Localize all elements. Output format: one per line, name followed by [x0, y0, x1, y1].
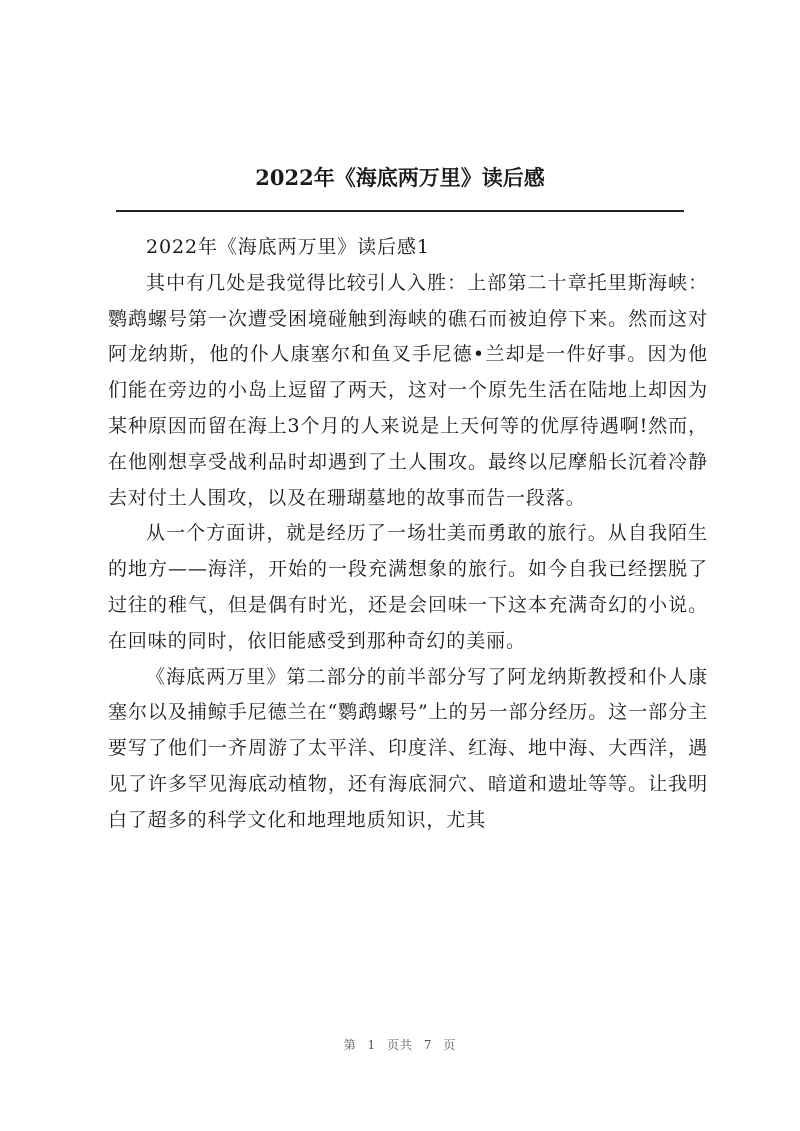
page-title: 2022年《海底两万里》读后感: [255, 165, 545, 190]
document-body: [108, 230, 708, 839]
paragraph-2: 从一个方面讲，就是经历了一场壮美而勇敢的旅行。从自我陌生的地方——海洋，开始的一段充满想象的旅行。如今自我已经摆脱了过往的稚气，但是偶有时光，还是会回味一下这本充满奇幻的小说。在回味的同时，依旧能感受到那种奇幻的美丽。: [108, 522, 708, 652]
section-heading: 2022年《海底两万里》读后感1: [146, 236, 430, 258]
title-divider: [116, 210, 684, 212]
paragraph-3: 《海底两万里》第二部分的前半部分写了阿龙纳斯教授和仆人康塞尔以及捕鲸手尼德兰在“鹦鹉螺号”上的另一部分经历。这一部分主要写了他们一齐周游了太平洋、印度洋、红海、地中海、大西洋，遇见了许多罕见海底动植物，还有海底洞穴、暗道和遗址等等。让我明白了超多的科学文化和地理地质知识，尤其: [108, 665, 708, 831]
page-number-footer: 第 1 页共 7 页: [343, 1038, 457, 1052]
paragraph-1: 其中有几处是我觉得比较引人入胜：上部第二十章托里斯海峡：鹦鹉螺号第一次遭受困境碰触到海峡的礁石而被迫停下来。然而这对阿龙纳斯，他的仆人康塞尔和鱼叉手尼德•兰却是一件好事。因为他们能在旁边的小岛上逗留了两天，这对一个原先生活在陆地上却因为某种原因而留在海上3个月的人来说是上天何等的优厚待遇啊!然而，在他刚想享受战利品时却遇到了土人围攻。最终以尼摩船长沉着冷静去对付土人围攻，以及在珊瑚墓地的故事而告一段落。: [108, 271, 708, 509]
